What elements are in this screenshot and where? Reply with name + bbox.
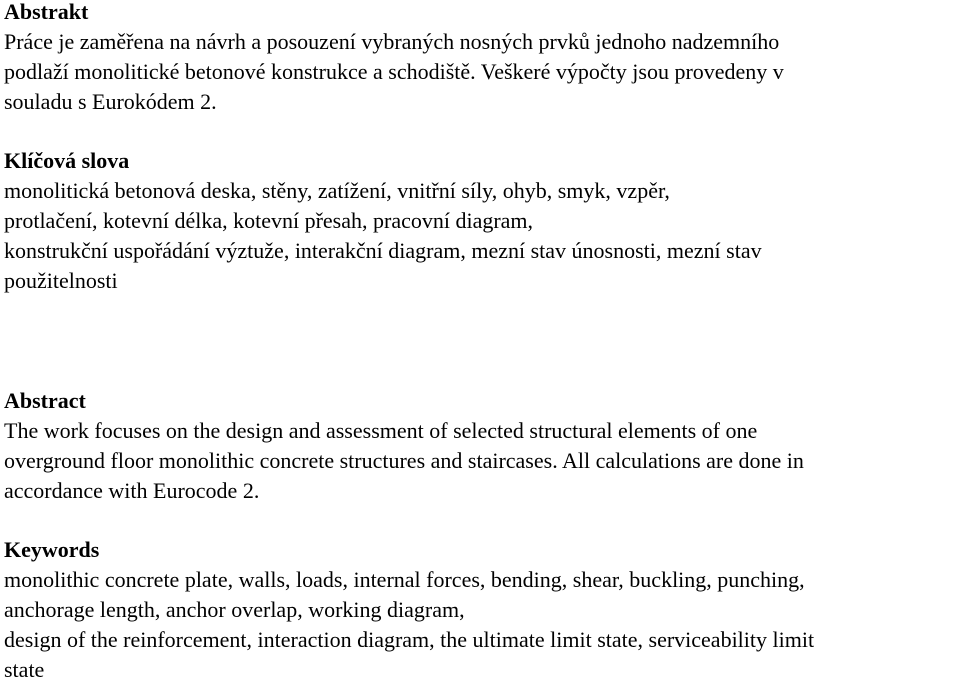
abstrakt-line: podlaží monolitické betonové konstrukce a schodiště. Veškeré výpočty jsou provedeny v xyxy=(4,59,784,84)
abstract-paragraph xyxy=(4,416,956,506)
keywords-section xyxy=(4,535,956,685)
keywords-heading: Keywords xyxy=(4,537,100,562)
klicova-slova-section xyxy=(4,146,956,296)
document-page xyxy=(4,0,956,685)
klicova-slova-paragraph xyxy=(4,176,956,296)
keywords-line: monolithic concrete plate, walls, loads, internal forces, bending, shear, buckling, punching, xyxy=(4,567,805,592)
spacer xyxy=(4,296,956,386)
abstract-heading: Abstract xyxy=(4,388,86,413)
keywords-line: design of the reinforcement, interaction diagram, the ultimate limit state, serviceability limit xyxy=(4,627,815,652)
klicova-slova-heading: Klíčová slova xyxy=(4,148,130,173)
abstract-section xyxy=(4,386,956,506)
abstract-line: accordance with Eurocode 2. xyxy=(4,478,260,503)
abstrakt-paragraph xyxy=(4,27,956,117)
spacer xyxy=(4,117,956,146)
klicova-slova-line: použitelnosti xyxy=(4,268,118,293)
abstrakt-line: Práce je zaměřena na návrh a posouzení vybraných nosných prvků jednoho nadzemního xyxy=(4,29,780,54)
keywords-line: anchorage length, anchor overlap, working diagram, xyxy=(4,597,465,622)
klicova-slova-line: protlačení, kotevní délka, kotevní přesah, pracovní diagram, xyxy=(4,208,534,233)
abstract-line: The work focuses on the design and assessment of selected structural elements of one xyxy=(4,418,758,443)
spacer xyxy=(4,506,956,535)
abstract-line: overground floor monolithic concrete structures and staircases. All calculations are done in xyxy=(4,448,804,473)
abstrakt-section xyxy=(4,0,956,117)
abstrakt-heading: Abstrakt xyxy=(4,0,89,24)
klicova-slova-line: monolitická betonová deska, stěny, zatížení, vnitřní síly, ohyb, smyk, vzpěr, xyxy=(4,178,670,203)
abstrakt-line: souladu s Eurokódem 2. xyxy=(4,89,217,114)
keywords-paragraph xyxy=(4,565,956,685)
keywords-line: state xyxy=(4,657,45,682)
klicova-slova-line: konstrukční uspořádání výztuže, interakční diagram, mezní stav únosnosti, mezní stav xyxy=(4,238,762,263)
